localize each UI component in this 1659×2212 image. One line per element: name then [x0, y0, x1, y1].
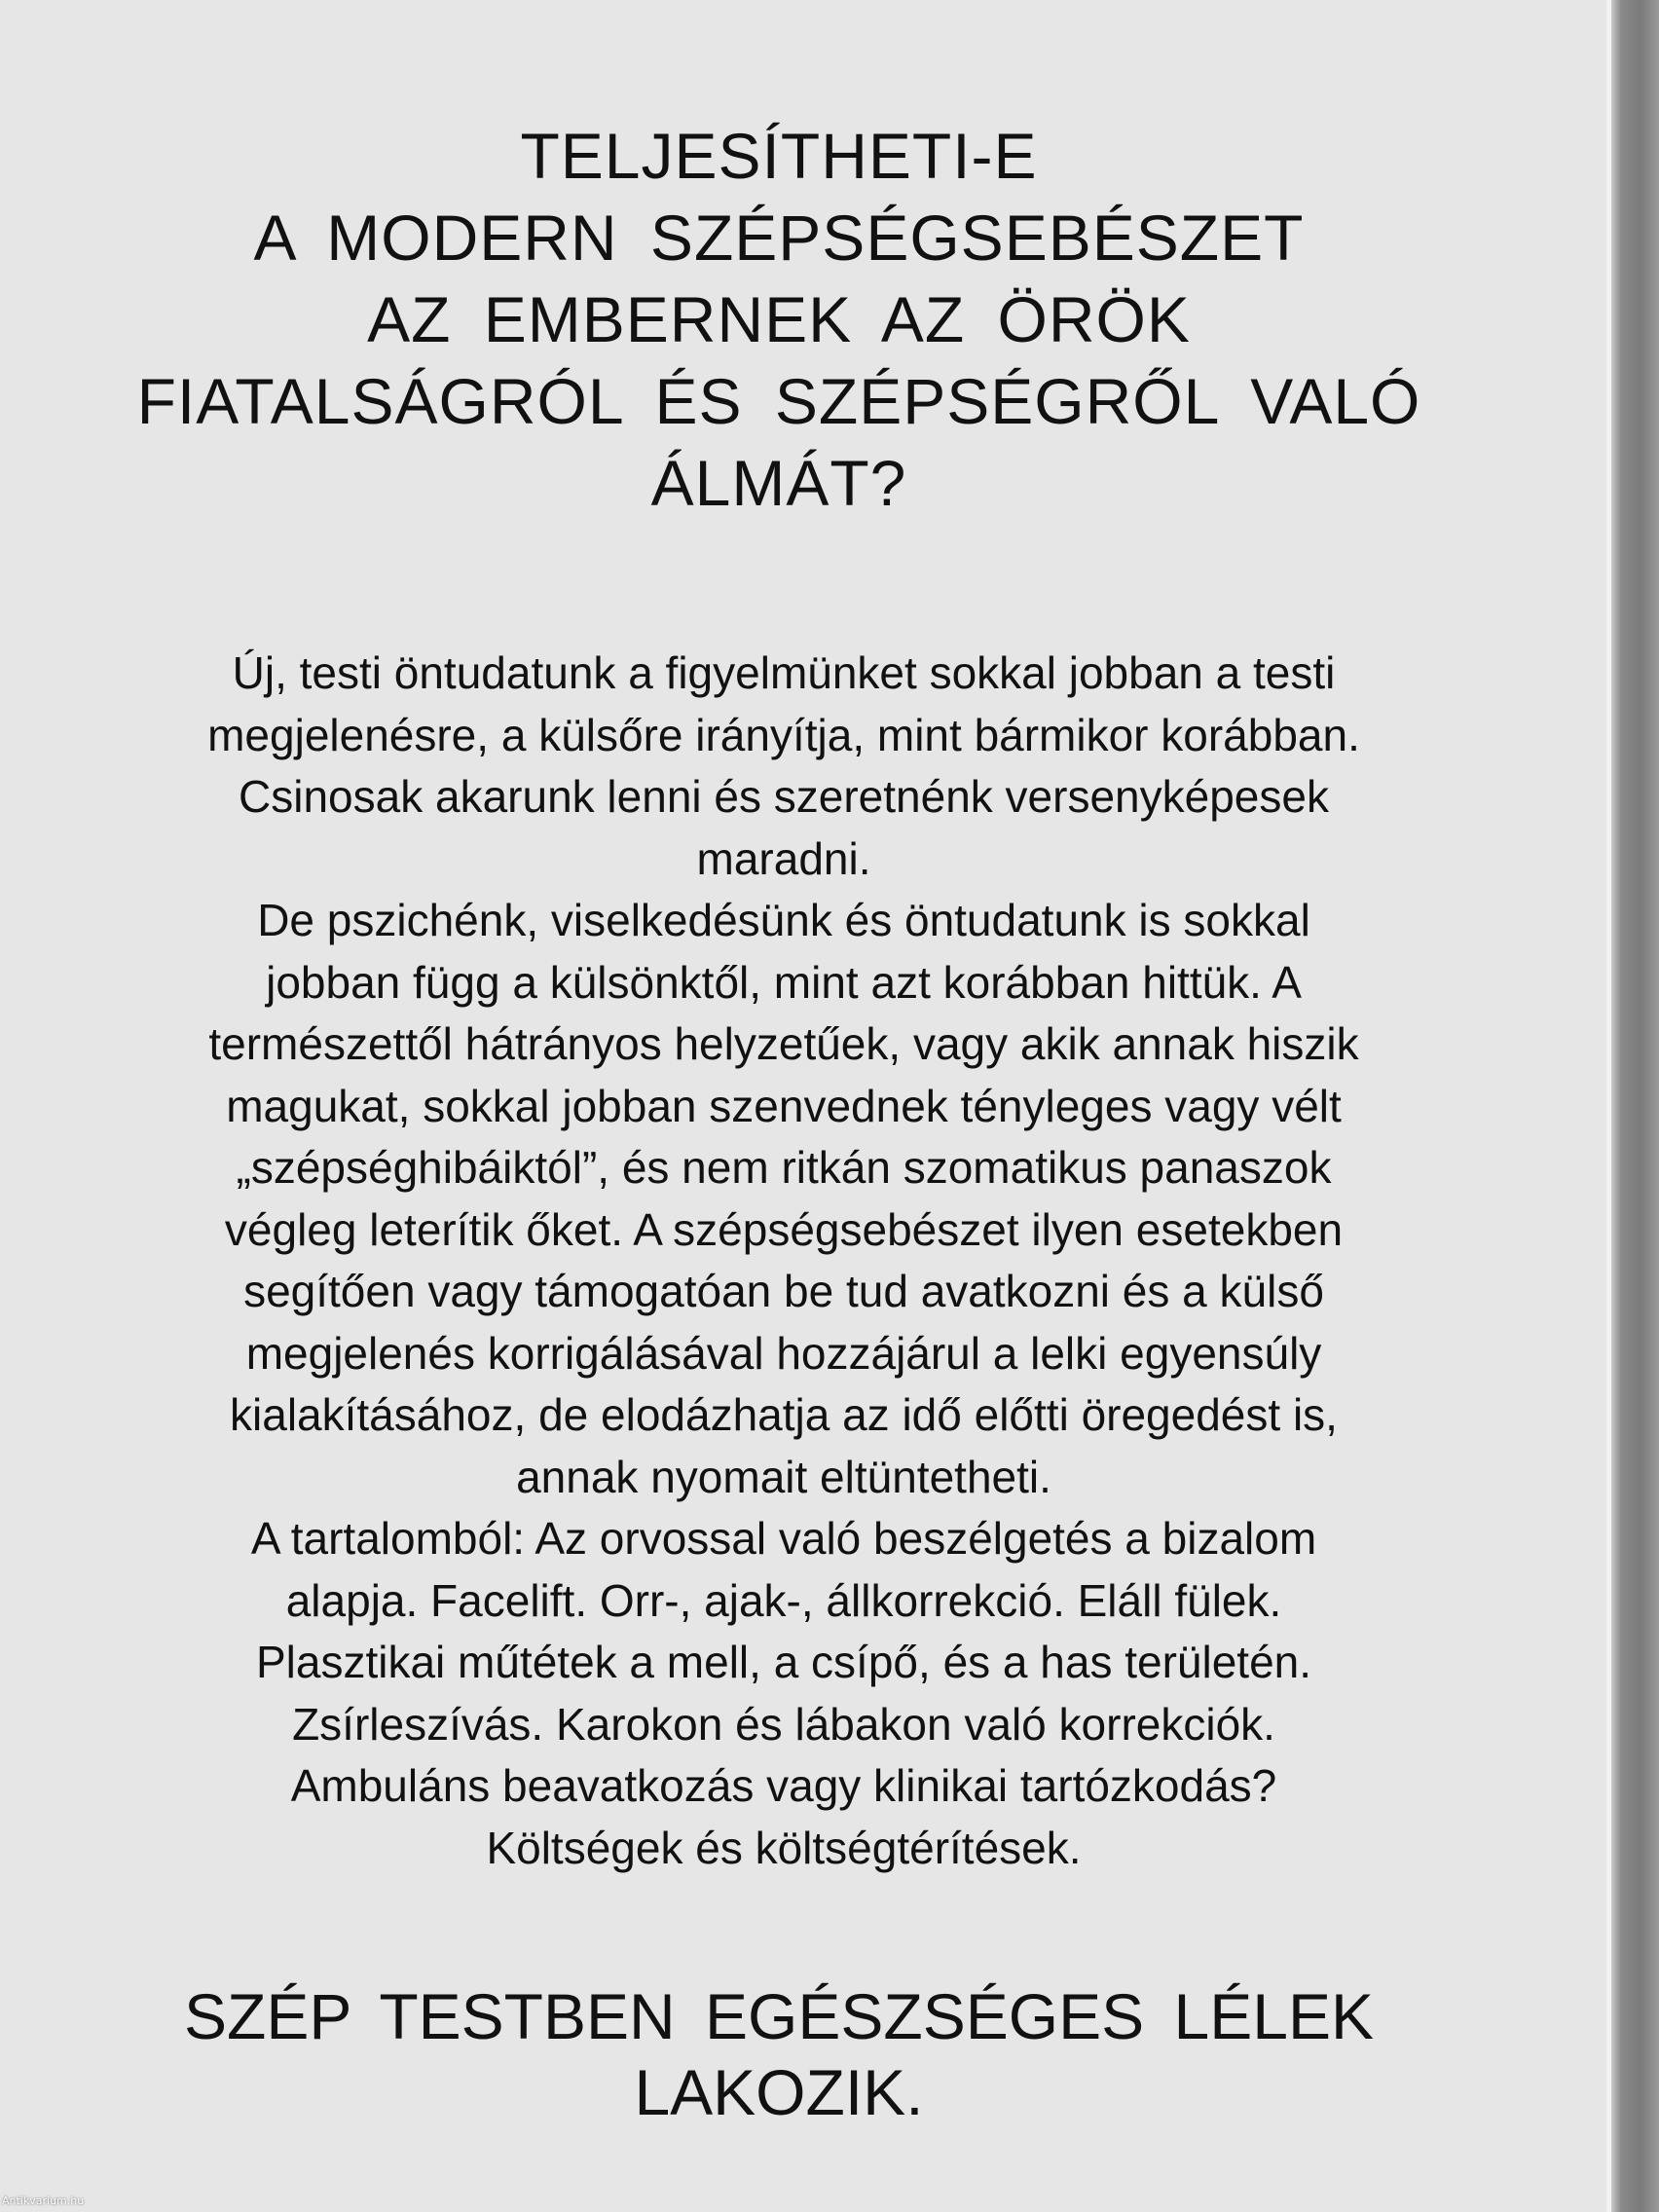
blurb-line: Új, testi öntudatunk a figyelmünket sokkal jobban a testi	[232, 647, 1336, 698]
motto-line: LAKOZIK.	[634, 2056, 924, 2128]
contents-line: alapja. Facelift. Orr-, ajak-, állkorrekció. Eláll fülek.	[285, 1574, 1282, 1626]
book-spine	[1611, 0, 1659, 2212]
motto-line: SZÉP TESTBEN EGÉSZSÉGES LÉLEK	[183, 1980, 1374, 2052]
blurb-line: megjelenés korrigálásával hozzájárul a lelki egyensúly	[245, 1327, 1322, 1379]
blurb-line: magukat, sokkal jobban szenvednek tényleges vagy vélt	[226, 1080, 1342, 1131]
blurb-text	[68, 643, 1499, 1879]
blurb-line: természettől hátrányos helyzetűek, vagy akik annak hiszik	[208, 1018, 1359, 1069]
title-line: ÁLMÁT?	[650, 447, 907, 519]
title-line: AZ EMBERNEK AZ ÖRÖK	[367, 283, 1191, 355]
blurb-line: annak nyomait eltüntetheti.	[516, 1451, 1051, 1502]
blurb-line: végleg leterítik őket. A szépségsebészet ilyen esetekben	[224, 1203, 1344, 1255]
blurb-line: Csinosak akarunk lenni és szeretnénk versenyképesek	[239, 771, 1329, 822]
blurb-line: De pszichénk, viselkedésünk és öntudatunk is sokkal	[257, 895, 1310, 945]
contents-line: Zsírleszívás. Karokon és lábakon való korrekciók.	[292, 1698, 1275, 1750]
blurb-line: segítően vagy támogatóan be tud avatkozni és a külső	[243, 1266, 1324, 1316]
title-line: TELJESÍTHETI-E	[520, 120, 1038, 192]
blurb-line: megjelenésre, a külsőre irányítja, mint bármikor korábban.	[207, 709, 1360, 760]
blurb-line: jobban függ a külsönktől, mint azt korábban hittük. A	[266, 956, 1302, 1008]
closing-motto	[58, 1978, 1499, 2130]
contents-line: A tartalomból: Az orvossal való beszélgetés a bizalom	[250, 1513, 1317, 1564]
title-line: A MODERN SZÉPSÉGSEBÉSZET	[253, 202, 1305, 274]
blurb-line: „szépséghibáiktól”, és nem ritkán szomatikus panaszok	[236, 1142, 1332, 1193]
contents-line: Ambuláns beavatkozás vagy klinikai tartózkodás?	[290, 1760, 1277, 1811]
watermark-text: Antikvarium.hu	[2, 2194, 85, 2207]
blurb-line: maradni.	[696, 832, 871, 884]
title-question	[58, 115, 1499, 524]
blurb-line: kialakításához, de elodázhatja az idő előtti öregedést is,	[230, 1389, 1338, 1440]
contents-line: Költségek és költségtérítések.	[486, 1822, 1082, 1873]
contents-line: Plasztikai műtétek a mell, a csípő, és a has területén.	[255, 1637, 1312, 1687]
title-line: FIATALSÁGRÓL ÉS SZÉPSÉGRŐL VALÓ	[136, 365, 1421, 437]
